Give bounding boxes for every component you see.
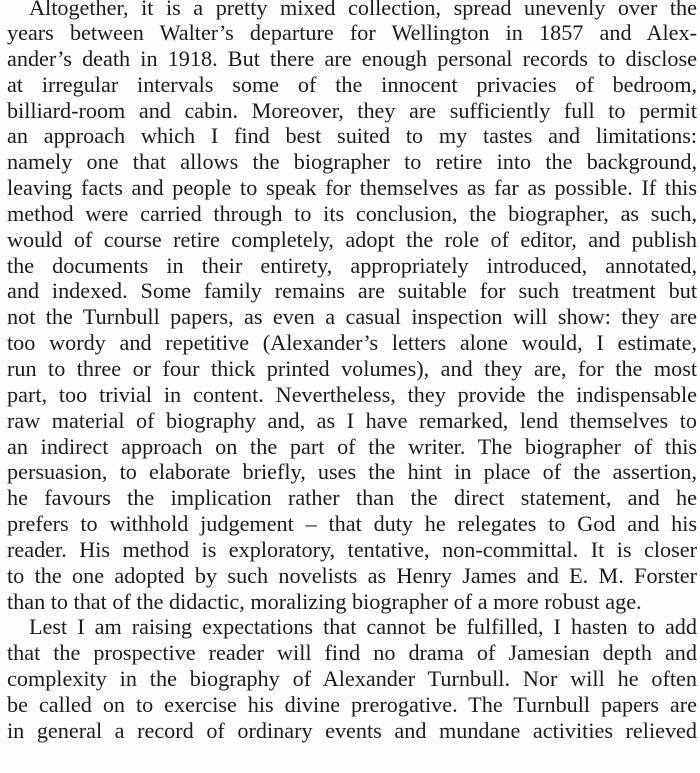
text-line: he favours the implication rather than the direct statement, and he [7,485,697,511]
text-line: and indexed. Some family remains are suitable for such treatment but [7,278,697,304]
text-line: not the Turnbull papers, as even a casual inspection will show: they are [7,304,697,330]
text-line: in general a record of ordinary events and mundane activities relieved [7,717,697,743]
text-line: namely one that allows the biographer to retire into the background, [7,149,697,175]
text-line: ander’s death in 1918. But there are enough personal records to disclose [7,45,697,71]
text-line: than to that of the didactic, moralizing biographer of a more robust age. [7,588,642,614]
text-line: an approach which I find best suited to my tastes and limitations: [7,123,697,149]
text-line: complexity in the biography of Alexander Turnbull. Nor will he often [7,666,697,692]
text-line: that the prospective reader will find no drama of Jamesian depth and [7,640,697,666]
text-line: leaving facts and people to speak for themselves as far as possible. If this [7,175,697,201]
text-line: would of course retire completely, adopt the role of editor, and publish [7,226,697,252]
text-line: part, too trivial in content. Nevertheless, they provide the indispensable [7,381,697,407]
text-line: billiard-room and cabin. Moreover, they are sufficiently full to permit [7,97,697,123]
body-text [7,0,697,744]
text-line: be called on to exercise his divine prerogative. The Turnbull papers are [7,691,697,717]
text-line: raw material of biography and, as I have remarked, lend themselves to [7,407,697,433]
text-line: the documents in their entirety, appropriately introduced, annotated, [7,252,697,278]
text-line: at irregular intervals some of the innocent privacies of bedroom, [7,71,697,97]
text-line: prefers to withhold judgement – that duty he relegates to God and his [7,511,697,537]
text-line: method were carried through to its conclusion, the biographer, as such, [7,200,697,226]
paragraph-2 [7,614,697,743]
text-line: persuasion, to elaborate briefly, uses the hint in place of the assertion, [7,459,697,485]
text-line: too wordy and repetitive (Alexander’s letters alone would, I estimate, [7,330,697,356]
paragraph-1 [7,0,697,614]
text-line: years between Walter’s departure for Wellington in 1857 and Alex- [7,20,697,45]
text-line: an indirect approach on the part of the writer. The biographer of this [7,433,697,459]
text-line: Altogether, it is a pretty mixed collection, spread unevenly over the [29,0,697,20]
text-line: reader. His method is exploratory, tentative, non-committal. It is closer [7,536,697,562]
text-line: run to three or four thick printed volumes), and they are, for the most [7,355,697,381]
text-line: Lest I am raising expectations that cannot be fulfilled, I hasten to add [29,614,697,640]
text-line: to the one adopted by such novelists as Henry James and E. M. Forster [7,562,697,588]
